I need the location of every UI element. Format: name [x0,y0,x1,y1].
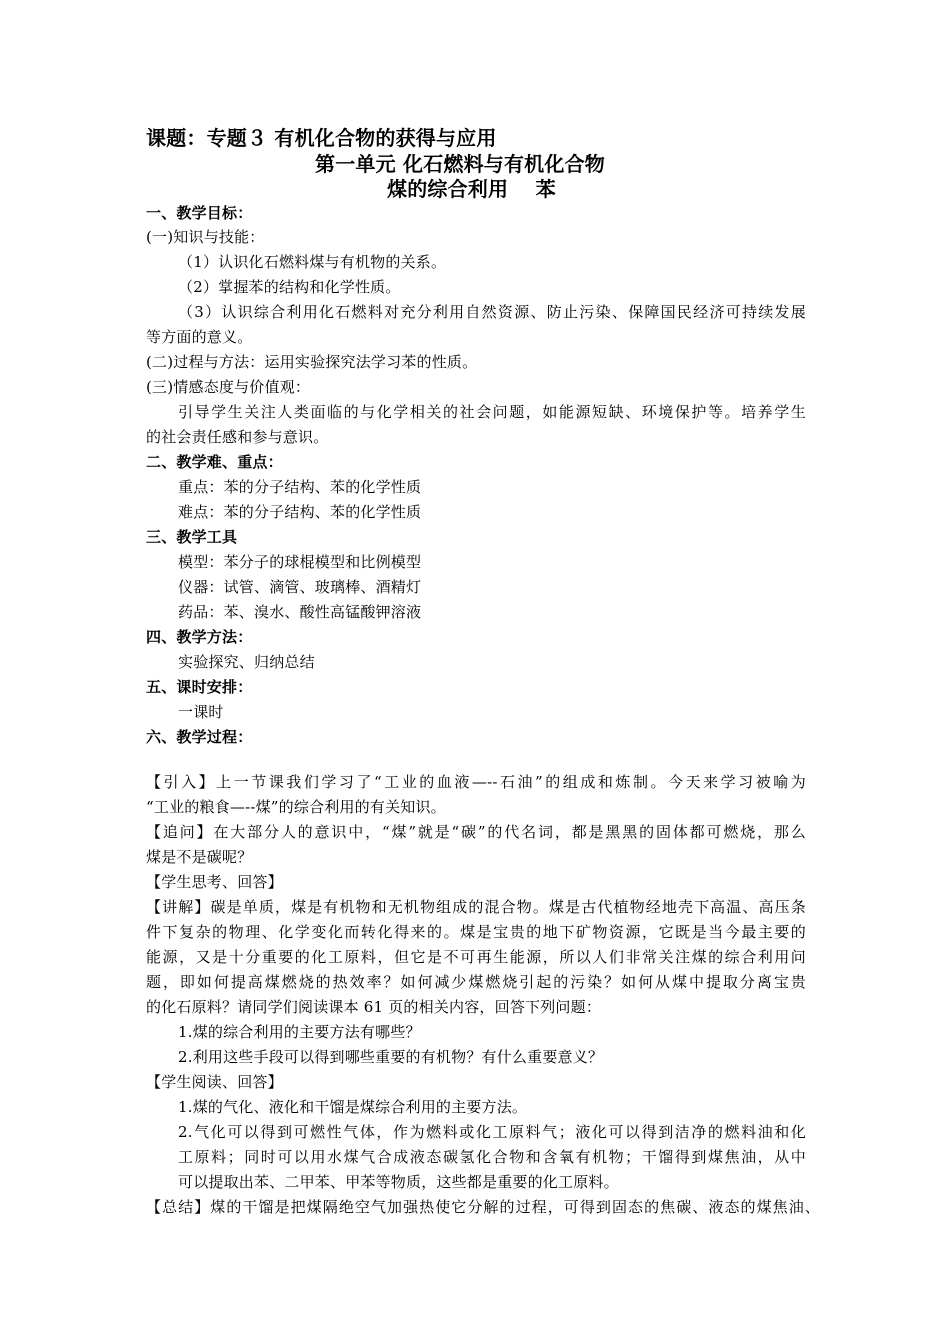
paragraph-line: 题，即如何提高煤燃烧的热效率？如何减少煤燃烧引起的污染？如何从煤中提取分离宝贵 [146,973,806,991]
list-item: 1.煤的综合利用的主要方法有哪些？ [178,1023,421,1041]
paragraph-line: 【学生思考、回答】 [146,873,283,891]
list-item: 1.煤的气化、液化和干馏是煤综合利用的主要方法。 [178,1098,528,1116]
section-heading: 二、教学难、重点： [146,453,283,471]
paragraph-line: 等方面的意义。 [146,328,253,346]
paragraph-line: 引导学生关注人类面临的与化学相关的社会问题，如能源短缺、环境保护等。培养学生 [178,403,806,421]
list-item: 模型：苯分子的球棍模型和比例模型 [178,553,422,571]
list-item: 一课时 [178,703,224,721]
paragraph-line: 【追问】在大部分人的意识中，“煤”就是“碳”的代名词，都是黑黑的固体都可燃烧，那么 [146,823,806,841]
unit-title: 第一单元 化石燃料与有机化合物 [315,152,605,176]
paragraph-line: “工业的粮食—--煤”的综合利用的有关知识。 [146,798,446,816]
subsection-heading: (三)情感态度与价值观： [146,378,311,396]
paragraph-line: 的化石原料？请同学们阅读课本 61 页的相关内容，回答下列问题： [146,998,602,1016]
list-item: 重点：苯的分子结构、苯的化学性质 [178,478,422,496]
paragraph-line: 【总结】煤的干馏是把煤隔绝空气加强热使它分解的过程，可得到固态的焦碳、液态的煤焦油、 [146,1198,820,1216]
list-item: 2.气化可以得到可燃性气体，作为燃料或化工原料气；液化可以得到洁净的燃料油和化 [178,1123,806,1141]
list-item: 药品：苯、溴水、酸性高锰酸钾溶液 [178,603,422,621]
list-item: 难点：苯的分子结构、苯的化学性质 [178,503,422,521]
paragraph-line: 【学生阅读、回答】 [146,1073,283,1091]
paragraph-line: 煤是不是碳呢？ [146,848,253,866]
section-heading: 三、教学工具 [146,528,238,546]
section-heading: 四、教学方法： [146,628,253,646]
list-item: （3）认识综合利用化石燃料对充分利用自然资源、防止污染、保障国民经济可持续发展 [178,303,806,321]
paragraph-line: 【引入】上一节课我们学习了“工业的血液—--石油”的组成和炼制。今天来学习被喻为 [146,773,806,791]
lesson-title: 煤的综合利用 苯 [387,177,556,201]
subsection-heading: (二)过程与方法：运用实验探究法学习苯的性质。 [146,353,478,371]
list-item: 可以提取出苯、二甲苯、甲苯等物质，这些都是重要的化工原料。 [178,1173,619,1191]
list-item: 仪器：试管、滴管、玻璃棒、酒精灯 [178,578,422,596]
list-item: 工原料；同时可以用水煤气合成液态碳氢化合物和含氧有机物；干馏得到煤焦油，从中 [178,1148,806,1166]
paragraph-line: 【讲解】碳是单质，煤是有机物和无机物组成的混合物。煤是古代植物经地壳下高温、高压条 [146,898,806,916]
list-item: （2）掌握苯的结构和化学性质。 [178,278,401,296]
section-heading: 五、课时安排： [146,678,253,696]
paragraph-line: 能源，又是十分重要的化工原料，但它是不可再生能源，所以人们非常关注煤的综合利用问 [146,948,806,966]
subsection-heading: (一)知识与技能： [146,228,265,246]
list-item: （1）认识化石燃料煤与有机物的关系。 [178,253,447,271]
list-item: 实验探究、归纳总结 [178,653,315,671]
section-heading: 六、教学过程： [146,728,253,746]
doc-title: 课题：专题３ 有机化合物的获得与应用 [146,126,497,150]
section-heading: 一、教学目标： [146,204,253,222]
paragraph-line: 件下复杂的物理、化学变化而转化得来的。煤是宝贵的地下矿物资源，它既是当今最主要的 [146,923,806,941]
paragraph-line: 的社会责任感和参与意识。 [146,428,329,446]
list-item: 2.利用这些手段可以得到哪些重要的有机物？有什么重要意义？ [178,1048,604,1066]
